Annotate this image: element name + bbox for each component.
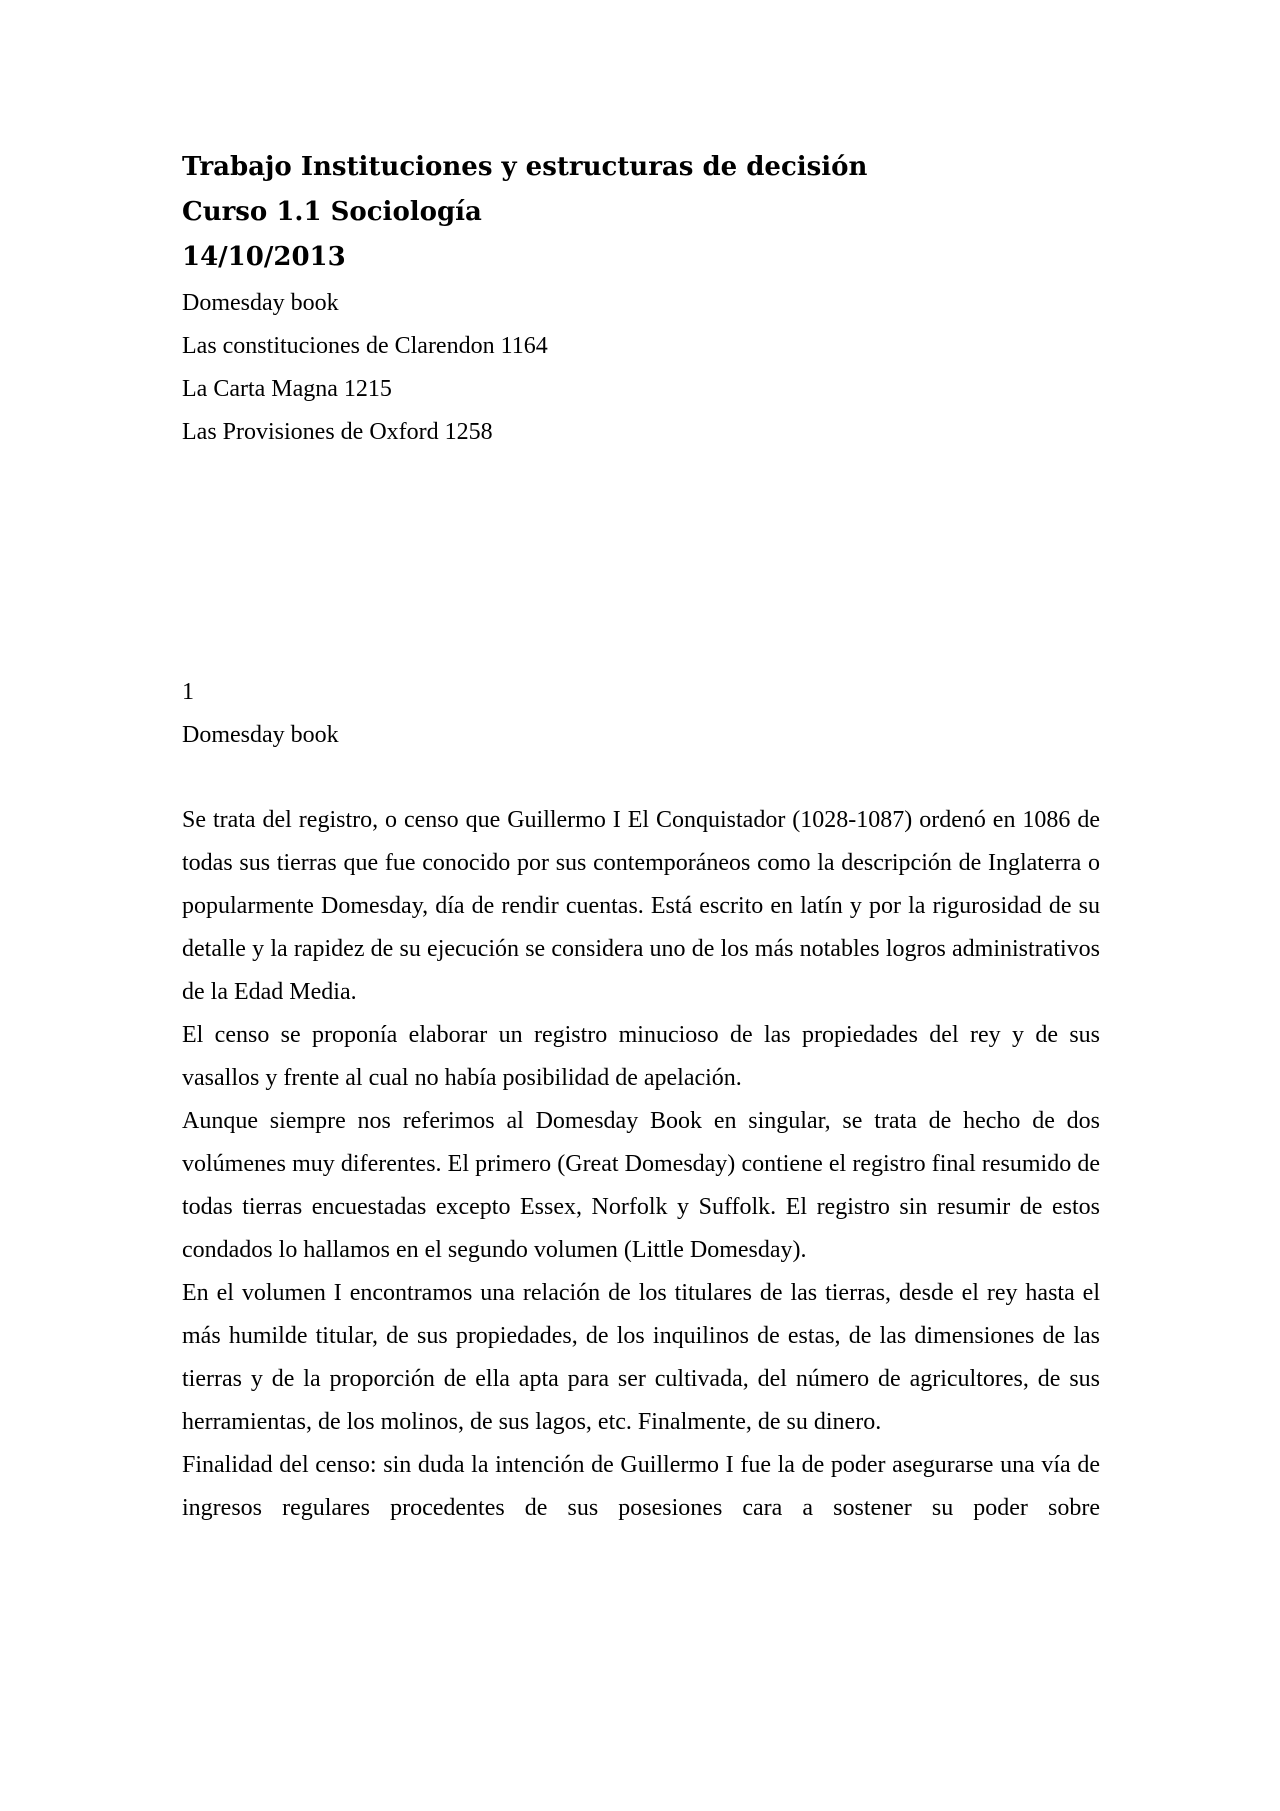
paragraph: El censo se proponía elaborar un registro minucioso de las propiedades del rey y de sus vasallos y frente al cual no había posibilidad de apelación.: [182, 1022, 1100, 1091]
section-heading: Domesday book: [182, 722, 339, 748]
section-heading-block: [182, 671, 1100, 757]
topic-item: Las Provisiones de Oxford 1258: [182, 419, 493, 445]
body-text: [182, 799, 1100, 1530]
topic-item: La Carta Magna 1215: [182, 376, 392, 402]
paragraph: Finalidad del censo: sin duda la intención de Guillermo I fue la de poder asegurarse una vía de ingresos regulares procedentes de sus posesiones cara a sostener su poder sobre: [182, 1452, 1100, 1521]
paragraph: Se trata del registro, o censo que Guillermo I El Conquistador (1028-1087) ordenó en 1086 de todas sus tierras que fue conocido por sus contemporáneos como la descripción de Inglaterra o popularmente Domesday, día de rendir cuentas. Está escrito en latín y por la rigurosidad de su detalle y la rapidez de su ejecución se considera uno de los más notables logros administrativos de la Edad Media.: [182, 807, 1100, 1005]
document-title: Trabajo Instituciones y estructuras de decisión: [182, 152, 868, 182]
course-line: Curso 1.1 Sociología: [182, 197, 482, 227]
topic-item: Las constituciones de Clarendon 1164: [182, 333, 548, 359]
topic-item: Domesday book: [182, 290, 339, 316]
paragraph: En el volumen I encontramos una relación de los titulares de las tierras, desde el rey hasta el más humilde titular, de sus propiedades, de los inquilinos de estas, de las dimensiones de las tierras y de la proporción de ella apta para ser cultivada, del número de agricultores, de sus herramientas, de los molinos, de sus lagos, etc. Finalmente, de su dinero.: [182, 1280, 1100, 1435]
paragraph: Aunque siempre nos referimos al Domesday Book en singular, se trata de hecho de dos volúmenes muy diferentes. El primero (Great Domesday) contiene el registro final resumido de todas tierras encuestadas excepto Essex, Norfolk y Suffolk. El registro sin resumir de estos condados lo hallamos en el segundo volumen (Little Domesday).: [182, 1108, 1100, 1263]
section-number: 1: [182, 679, 194, 705]
topic-list: [182, 282, 1100, 454]
document-header: [182, 145, 1100, 454]
date-line: 14/10/2013: [182, 242, 346, 272]
